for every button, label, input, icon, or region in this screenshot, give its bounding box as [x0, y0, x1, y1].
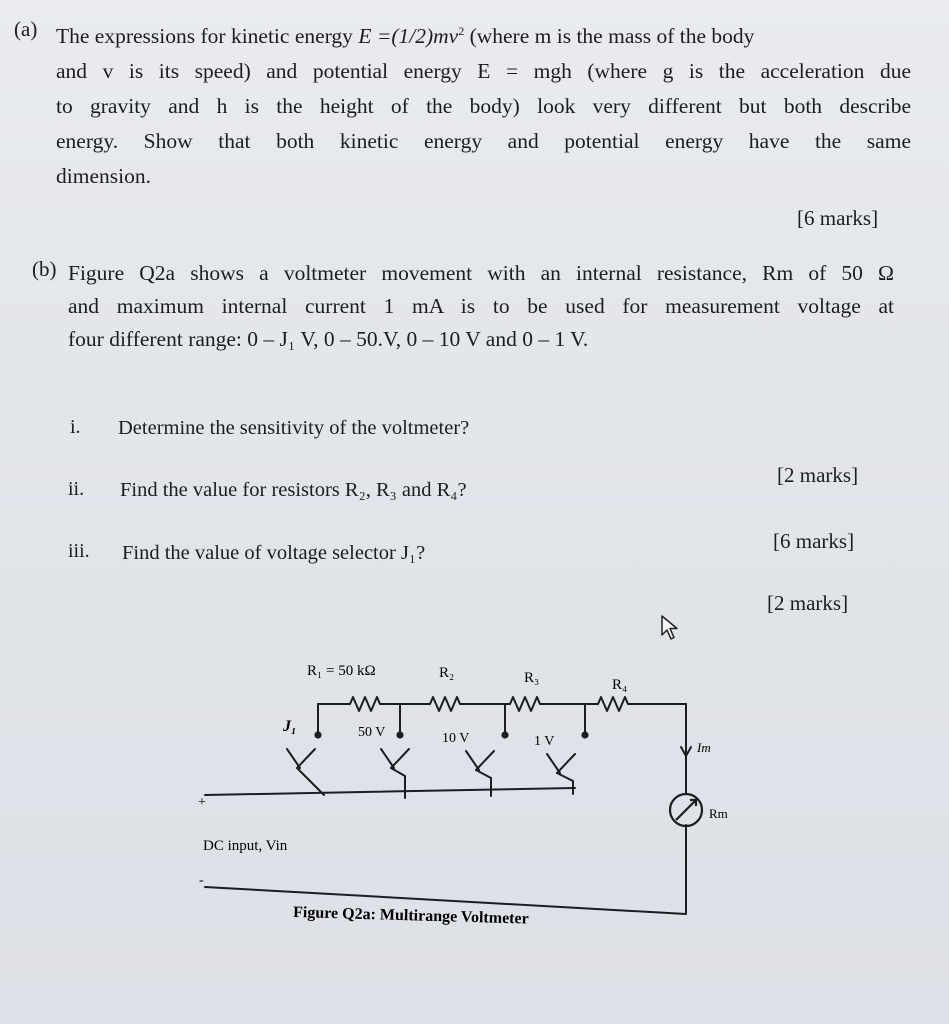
kinetic-energy-formula: E =(1/2)mv: [358, 24, 459, 49]
question-b-line-3: four different range: 0 – J₁ V, 0 – 50.V, 0 – 10 V and 0 – 1 V.: [68, 327, 589, 351]
subquestion-2-marks: [6 marks]: [773, 529, 855, 553]
current-arrow-icon: [681, 741, 691, 756]
resistor-r2: [400, 697, 505, 711]
resistor-r3: [505, 697, 585, 711]
r1-label: R₁ = 50 kΩ: [307, 663, 376, 679]
rm-label: Rm: [709, 806, 728, 821]
dc-input-label: DC input, Vin: [203, 838, 288, 854]
resistor-r1: [318, 697, 400, 711]
question-a-line-1-pre: The expressions for kinetic energy: [56, 24, 359, 49]
input-rail-wire: [205, 788, 575, 795]
subquestion-3-marks: [2 marks]: [767, 591, 849, 615]
kinetic-energy-exponent: 2: [458, 24, 465, 38]
question-b-line-1: Figure Q2a shows a voltmeter movement with an internal resistance, Rm of 50 Ω: [68, 261, 894, 285]
tap-50v-label: 50 V: [358, 725, 386, 740]
question-a-line-5: dimension.: [56, 164, 151, 189]
subquestion-1-number: i.: [70, 416, 81, 438]
r4-label: R₄: [612, 677, 628, 693]
j1-label: J₁: [283, 718, 297, 735]
figure-caption: Figure Q2a: Multirange Voltmeter: [292, 904, 529, 928]
selector-switch-j1: [287, 749, 324, 795]
subquestion-1-text: Determine the sensitivity of the voltmeter?: [118, 417, 470, 439]
plus-terminal-label: +: [198, 795, 206, 810]
question-a-line-3: to gravity and h is the height of the body) look very different but both describe: [56, 94, 911, 119]
subquestion-1-marks: [2 marks]: [777, 463, 859, 487]
tap-10v-label: 10 V: [442, 731, 470, 746]
subquestion-2-number: ii.: [68, 478, 85, 500]
minus-terminal-label: -: [199, 873, 204, 888]
question-a-line-4: energy. Show that both kinetic energy and potential energy have the same: [56, 129, 911, 154]
r3-label: R₃: [524, 670, 540, 686]
question-a-line-2: and v is its speed) and potential energy E = mgh (where g is the acceleration due: [56, 59, 911, 84]
question-b-line-2: and maximum internal current 1 mA is to be used for measurement voltage at: [68, 294, 894, 318]
resistor-r4: [585, 697, 686, 711]
question-a-line-1-post: (where m is the mass of the body: [464, 24, 755, 49]
question-a-label: (a): [14, 17, 38, 41]
r2-label: R₂: [439, 665, 455, 681]
subquestion-3-text: Find the value of voltage selector J₁?: [122, 542, 426, 564]
subquestion-2-text: Find the value for resistors R₂, R₃ and R₄?: [120, 479, 467, 501]
question-a-marks: [6 marks]: [797, 206, 879, 230]
subquestion-3-number: iii.: [68, 540, 90, 562]
question-b-label: (b): [32, 257, 57, 281]
im-label: Im: [697, 740, 711, 755]
tap-1v-label: 1 V: [534, 734, 555, 749]
galvanometer-icon: [670, 794, 702, 826]
